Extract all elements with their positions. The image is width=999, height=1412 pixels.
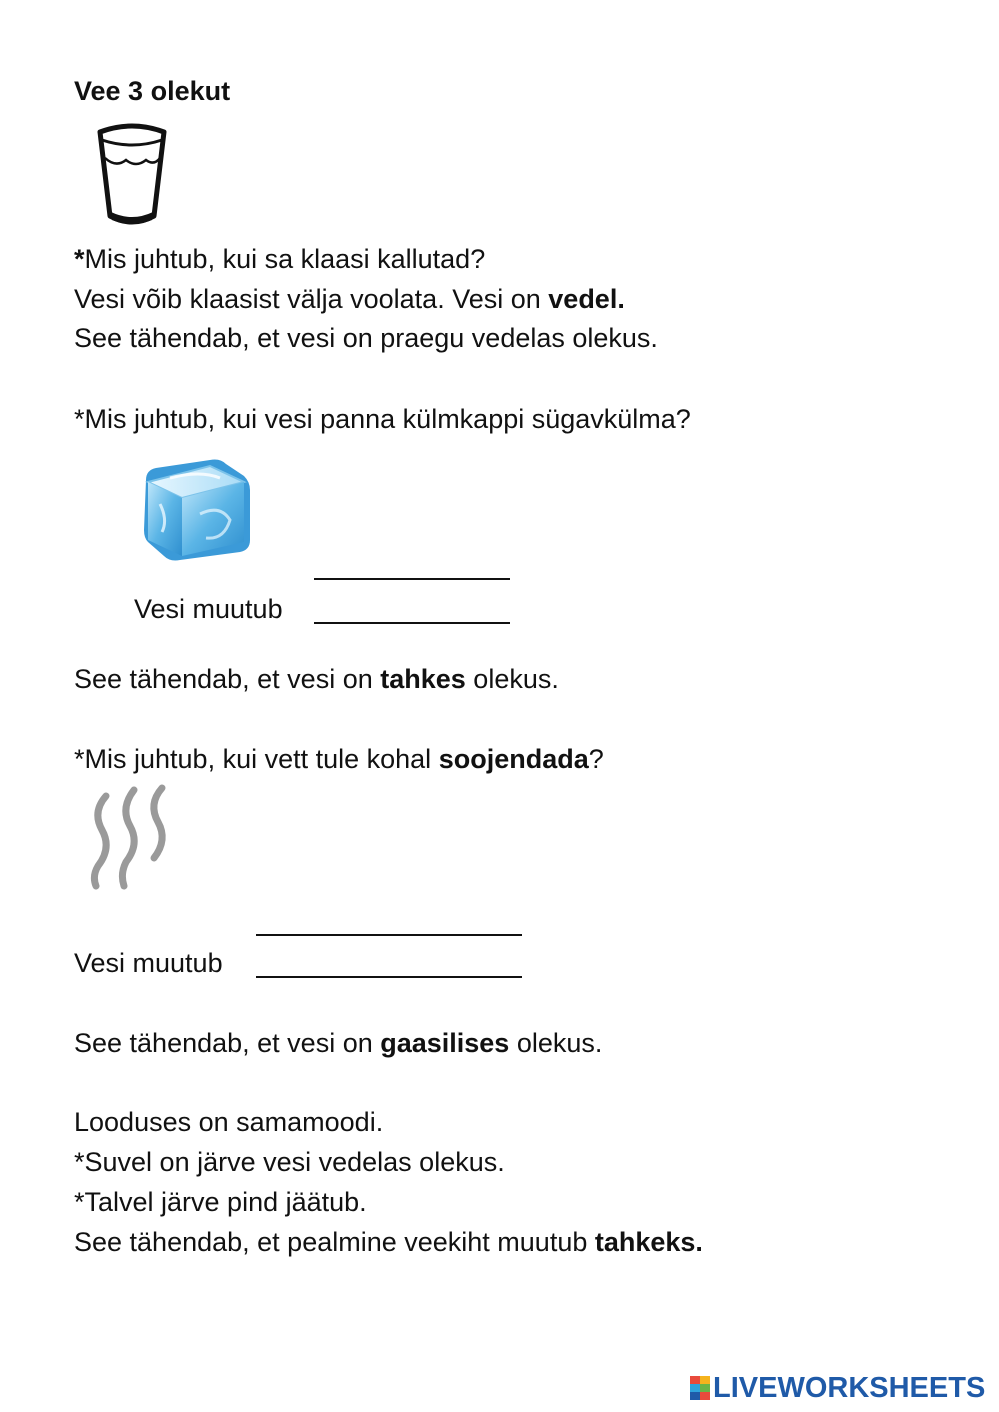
liveworksheets-logo[interactable]: [690, 1372, 985, 1404]
gas-result-suffix: olekus.: [509, 1028, 603, 1058]
question-tilt: Mis juhtub, kui sa klaasi kallutad?: [84, 244, 486, 274]
nature-line-4-text: See tähendab, et pealmine veekiht muutub: [74, 1227, 595, 1257]
heat-label: Vesi muutub: [74, 948, 223, 978]
question-freezer: *Mis juhtub, kui vesi panna külmkappi sügavkülma?: [74, 404, 691, 434]
liquid-bold: vedel.: [548, 284, 625, 314]
answer-blank-1b[interactable]: [314, 622, 510, 624]
answer-blank-1a[interactable]: [314, 578, 510, 580]
logo-mark-icon: [690, 1376, 710, 1400]
question-tilt-line: [74, 242, 485, 276]
answer-blank-2b[interactable]: [256, 976, 522, 978]
liquid-line: [74, 282, 625, 316]
liquid-state-line: See tähendab, et vesi on praegu vedelas olekus.: [74, 323, 658, 353]
gas-result-text: See tähendab, et vesi on: [74, 1028, 381, 1058]
question-heat-bold: soojendada: [438, 744, 589, 774]
logo-text: LIVEWORKSHEETS: [713, 1371, 986, 1404]
liquid-text: Vesi võib klaasist välja voolata. Vesi on: [74, 284, 549, 314]
nature-line-3: *Talvel järve pind jäätub.: [74, 1187, 367, 1217]
ice-cube-icon: [140, 454, 252, 562]
gas-result-line: [74, 1026, 602, 1060]
solid-result-line: [74, 662, 559, 696]
glass-icon: [96, 120, 168, 228]
nature-line-1: Looduses on samamoodi.: [74, 1107, 384, 1137]
question-heat-text: *Mis juhtub, kui vett tule kohal: [74, 744, 439, 774]
answer-blank-2a[interactable]: [256, 934, 522, 936]
page-title: Vee 3 olekut: [74, 76, 231, 106]
nature-line-4: [74, 1225, 703, 1259]
question-heat-line: [74, 742, 604, 776]
gas-result-bold: gaasilises: [380, 1028, 510, 1058]
solid-result-text: See tähendab, et vesi on: [74, 664, 381, 694]
question-heat-suffix: ?: [588, 744, 604, 774]
solid-result-suffix: olekus.: [465, 664, 559, 694]
question-star: *: [74, 244, 85, 274]
steam-icon: [84, 782, 174, 894]
nature-line-4-bold: tahkeks.: [594, 1227, 703, 1257]
solid-result-bold: tahkes: [380, 664, 466, 694]
freeze-label: Vesi muutub: [134, 594, 283, 624]
nature-line-2: *Suvel on järve vesi vedelas olekus.: [74, 1147, 505, 1177]
